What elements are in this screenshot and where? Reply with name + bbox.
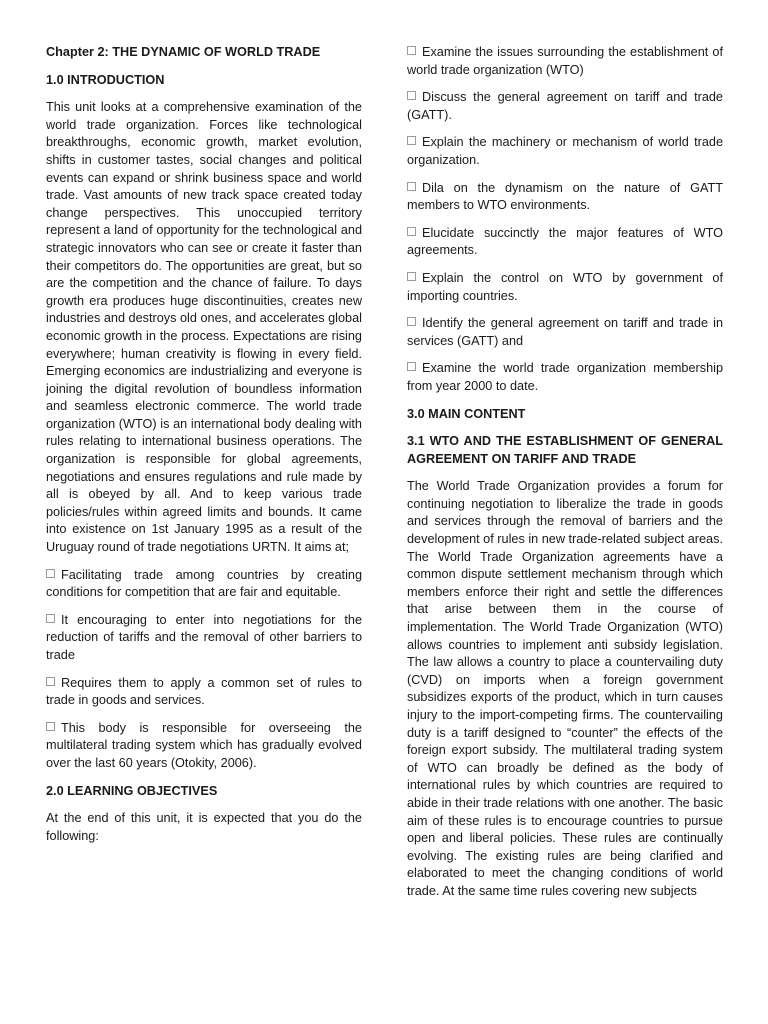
objectives-lead: At the end of this unit, it is expected that you do the following:	[46, 811, 362, 843]
intro-paragraph: This unit looks at a comprehensive examination of the world trade organization. Forces like technological breakthroughs, economic growth, market evolution, shifts in customer tastes, social changes and political events can expand or shrink business space and world trade. Vast amounts of new track space created today change perspectives. This unoccupied territory represent a land of opportunity for the technological and strategic innovators who can see or create it faster than their competitors do. The opportunities are great, but so are the competition and the chance of failure. To days growth era produces huge discontinuities, creates new industries and destroys old ones, and accelerates global economic growth in the process. Expectations are rising everywhere; human creativity is flowing in every field. Emerging economics are industrializing and everyone is joining the digital revolution of boundless information and seamless electronic commerce. The world trade organization (WTO) is an international body dealing with rules relating to international business operations. The organization is responsible for global agreements, negotiations and ensures regulations and rule made by all is obeyed by all. And to keep various trade policies/rules within agreed limits and bounds. It came into existence on 1st January 1995 as a result of the Uruguay round of trade negotiations URTN. It aims at;	[46, 100, 362, 555]
main-paragraph: The World Trade Organization provides a forum for continuing negotiation to liberalize the trade in goods and services through the removal of barriers and the development of rules in new trade-related subject areas. The World Trade Organization agreements have a common dispute settlement mechanism through which members enforce their right and settle the differences that arise between them in the course of implementation. The World Trade Organization (WTO) allows countries to implement anti subsidy legislation. The law allows a country to place a countervailing duty (CVD) on imports when a foreign government subsidizes exports of the product, which in turn causes injury to the import-competing firms. The countervailing duty is a tariff designed to “counter” the effects of the foreign export subsidy. The multilateral trading system of WTO can broadly be defined as the body of international rules by which countries are required to abide in their trade relations with one another. The basic aim of these rules is to encourage countries to pursue open and liberal policies. These rules are continually evolving. The existing rules are being clarified and elaborated to meet the changing conditions of world trade. At the same time rules covering new subjects	[407, 479, 723, 898]
bullet-box-icon	[46, 614, 55, 623]
left-column	[46, 44, 362, 855]
objective-item	[407, 134, 723, 169]
objective-item	[407, 89, 723, 124]
bullet-box-icon	[407, 272, 416, 281]
section-heading: 3.1 WTO AND THE ESTABLISHMENT OF GENERAL AGREEMENT ON TARIFF AND TRADE	[407, 434, 723, 466]
aim-item	[46, 675, 362, 710]
objective-text: Dila on the dynamism on the nature of GATT members to WTO environments.	[407, 180, 723, 213]
bullet-box-icon	[407, 362, 416, 371]
objective-item	[407, 270, 723, 305]
bullet-box-icon	[407, 91, 416, 100]
bullet-box-icon	[407, 317, 416, 326]
aim-item	[46, 567, 362, 602]
aim-text: This body is responsible for overseeing the multilateral trading system which has gradually evolved over the last 60 years (Otokity, 2006).	[46, 720, 362, 770]
objective-text: Discuss the general agreement on tariff and trade (GATT).	[407, 90, 723, 122]
bullet-box-icon	[46, 677, 55, 686]
objective-item	[407, 315, 723, 350]
aim-text: Requires them to apply a common set of rules to trade in goods and services.	[46, 675, 362, 708]
objective-text: Examine the world trade organization membership from year 2000 to date.	[407, 361, 723, 393]
intro-heading: 1.0 INTRODUCTION	[46, 72, 165, 87]
objective-item	[407, 360, 723, 395]
objective-text: Elucidate succinctly the major features of WTO agreements.	[407, 225, 723, 258]
chapter-label: Chapter 2:	[46, 45, 109, 59]
objective-item	[407, 180, 723, 215]
objective-text: Examine the issues surrounding the establishment of world trade organization (WTO)	[407, 45, 723, 77]
bullet-box-icon	[46, 722, 55, 731]
aim-item	[46, 720, 362, 773]
bullet-box-icon	[407, 46, 416, 55]
objective-text: Explain the control on WTO by government of importing countries.	[407, 270, 723, 303]
main-content-heading: 3.0 MAIN CONTENT	[407, 406, 526, 421]
bullet-box-icon	[407, 227, 416, 236]
bullet-box-icon	[407, 136, 416, 145]
objective-text: Identify the general agreement on tariff and trade in services (GATT) and	[407, 316, 723, 348]
objective-text: Explain the machinery or mechanism of world trade organization.	[407, 135, 723, 167]
aim-text: Facilitating trade among countries by creating conditions for competition that are fair and equitable.	[46, 567, 362, 600]
aim-item	[46, 612, 362, 665]
bullet-box-icon	[46, 569, 55, 578]
aim-text: It encouraging to enter into negotiations for the reduction of tariffs and the removal of other barriers to trade	[46, 612, 362, 662]
right-column	[407, 44, 723, 911]
objective-item	[407, 44, 723, 79]
bullet-box-icon	[407, 182, 416, 191]
objective-item	[407, 225, 723, 260]
chapter-title	[46, 44, 362, 62]
chapter-name: THE DYNAMIC OF WORLD TRADE	[112, 45, 321, 59]
objectives-heading: 2.0 LEARNING OBJECTIVES	[46, 783, 218, 798]
